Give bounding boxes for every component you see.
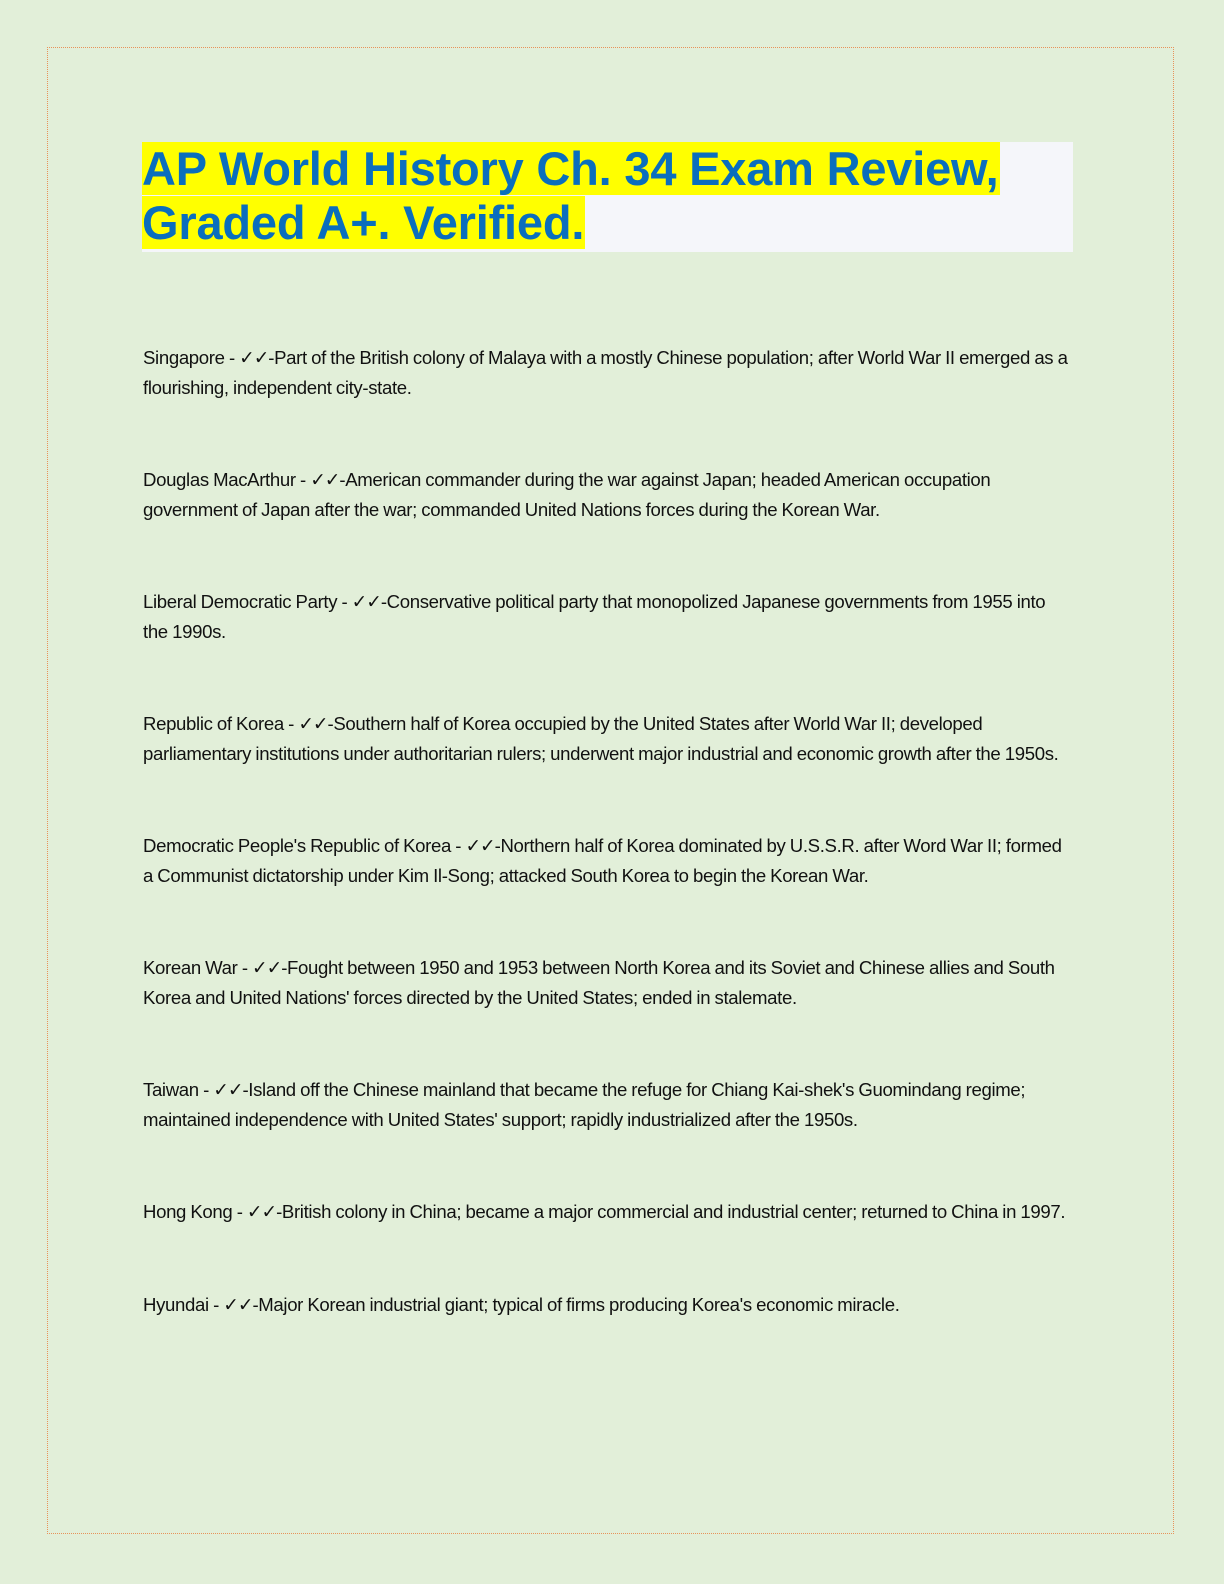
entry-definition: -Southern half of Korea occupied by the United States after World War II; developed parliamentary institutions under authoritarian rulers; underwent major industrial and economic growth after the 1950s.	[143, 713, 1059, 764]
separator: -	[283, 713, 299, 734]
entry-term: Hyundai	[143, 1294, 209, 1315]
entry-republic-of-korea	[143, 709, 1073, 768]
separator: -	[450, 835, 466, 856]
double-check-icon: ✓✓	[310, 470, 340, 491]
entry-definition: -Part of the British colony of Malaya with a mostly Chinese population; after World War II emerged as a flourishing, independent city-state.	[143, 347, 1068, 398]
entry-term: Douglas MacArthur	[143, 469, 296, 490]
double-check-icon: ✓✓	[252, 958, 282, 979]
title-line-2: Graded A+. Verified.	[142, 196, 585, 249]
entry-taiwan	[143, 1075, 1073, 1134]
entry-term: Hong Kong	[143, 1201, 233, 1222]
entry-definition: -British colony in China; became a major commercial and industrial center; returned to China in 1997.	[276, 1201, 1066, 1222]
entry-term: Singapore	[143, 347, 225, 368]
entry-korean-war	[143, 953, 1073, 1012]
separator: -	[337, 591, 352, 612]
separator: -	[198, 1079, 214, 1100]
double-check-icon: ✓✓	[298, 714, 328, 735]
entry-singapore	[143, 343, 1073, 402]
entry-term: Democratic People's Republic of Korea	[143, 835, 451, 856]
entry-definition: -Major Korean industrial giant; typical of firms producing Korea's economic miracle.	[252, 1294, 900, 1315]
title-line-1: AP World History Ch. 34 Exam Review,	[142, 142, 999, 195]
entry-term: Taiwan	[143, 1079, 199, 1100]
separator: -	[295, 469, 311, 490]
entry-definition: -American commander during the war against Japan; headed American occupation government of Japan after the war; commanded United Nations forces during the Korean War.	[143, 469, 991, 520]
entry-definition: -Fought between 1950 and 1953 between North Korea and its Soviet and Chinese allies and South Korea and United Nations' forces directed by the United States; ended in stalemate.	[143, 957, 1055, 1008]
document-title	[142, 142, 1073, 250]
entry-term: Korean War	[143, 957, 238, 978]
entry-term: Republic of Korea	[143, 713, 284, 734]
entry-term: Liberal Democratic Party	[143, 591, 338, 612]
separator: -	[224, 347, 240, 368]
entries-list	[143, 343, 1073, 1320]
double-check-icon: ✓✓	[223, 1295, 253, 1316]
entry-hong-kong	[143, 1197, 1073, 1227]
separator: -	[237, 957, 253, 978]
double-check-icon: ✓✓	[465, 836, 495, 857]
double-check-icon: ✓✓	[239, 348, 269, 369]
entry-definition: -Island off the Chinese mainland that became the refuge for Chiang Kai-shek's Guomindang regime; maintained independence with United States' support; rapidly industrialized after the 1950s.	[143, 1079, 1026, 1130]
entry-dprk	[143, 831, 1073, 890]
double-check-icon: ✓✓	[246, 1202, 277, 1223]
double-check-icon: ✓✓	[351, 592, 381, 613]
entry-liberal-democratic-party	[143, 587, 1073, 646]
double-check-icon: ✓✓	[213, 1080, 243, 1101]
entry-definition: -Northern half of Korea dominated by U.S.S.R. after Word War II; formed a Communist dictatorship under Kim Il-Song; attacked South Korea to begin the Korean War.	[143, 835, 1062, 886]
entry-definition: -Conservative political party that monopolized Japanese governments from 1955 into the 1990s.	[143, 591, 1046, 642]
separator: -	[208, 1294, 224, 1315]
title-block	[142, 142, 1073, 252]
separator: -	[232, 1201, 247, 1222]
entry-hyundai	[143, 1290, 1073, 1320]
entry-douglas-macarthur	[143, 465, 1073, 524]
